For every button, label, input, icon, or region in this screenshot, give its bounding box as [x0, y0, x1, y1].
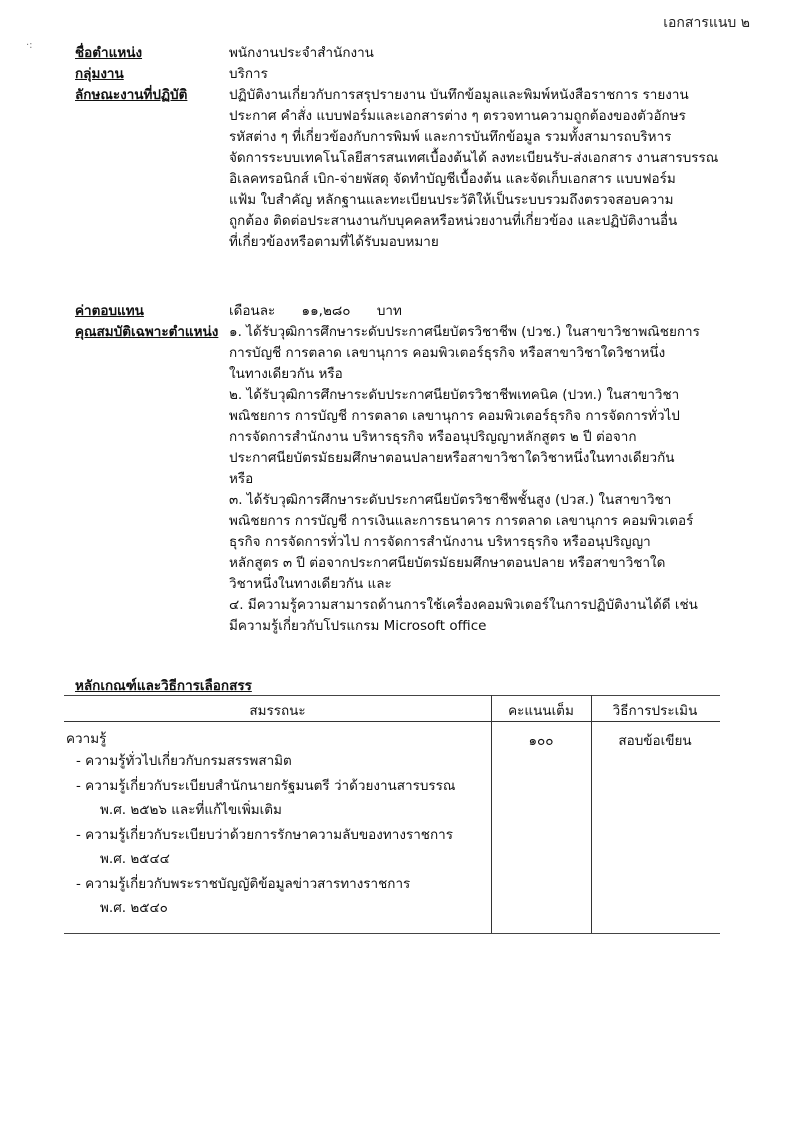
duties-line: รหัสต่าง ๆ ที่เกี่ยวข้องกับการพิมพ์ และการบันทึกข้อมูล รวมทั้งสามารถบริหาร [229, 129, 672, 145]
list-item [76, 823, 486, 872]
qual-line: ๒. ได้รับวุฒิการศึกษาระดับประกาศนียบัตรวิชาชีพเทคนิค (ปวท.) ในสาขาวิชา [229, 387, 680, 403]
qual-line: วิชาหนึ่งในทางเดียวกัน และ [229, 576, 392, 592]
knowledge-item-text: - ความรู้เกี่ยวกับระเบียบว่าด้วยการรักษาความลับของทางราชการ [76, 826, 453, 843]
qual-line: ในทางเดียวกัน หรือ [229, 366, 343, 382]
qual-line: มีความรู้เกี่ยวกับโปรแกรม Microsoft office [229, 618, 487, 634]
list-item [76, 872, 486, 921]
duties-text [227, 85, 755, 253]
qual-line: ธุรกิจ การจัดการทั่วไป การจัดการสำนักงาน บริหารธุรกิจ หรืออนุปริญญา [229, 534, 651, 550]
knowledge-item-text: - ความรู้เกี่ยวกับระเบียบสำนักนายกรัฐมนตรี ว่าด้วยงานสารบรรณ [76, 777, 456, 794]
qual-line: การจัดการสำนักงาน บริหารธุรกิจ หรืออนุปริญญาหลักสูตร ๒ ปี ต่อจาก [229, 429, 637, 445]
qual-line: พณิชยการ การบัญชี การตลาด เลขานุการ คอมพิวเตอร์ธุรกิจ การจัดการทั่วไป [229, 408, 680, 424]
qual-line: หลักสูตร ๓ ปี ต่อจากประกาศนียบัตรมัธยมศึกษาตอนปลาย หรือสาขาวิชาใด [229, 555, 666, 571]
duties-line: ถูกต้อง ติดต่อประสานงานกับบุคคลหรือหน่วยงานที่เกี่ยวข้อง และปฏิบัติงานอื่น [229, 213, 678, 229]
work-group-value: บริการ [229, 66, 268, 82]
knowledge-item-text: - ความรู้ทั่วไปเกี่ยวกับกรมสรรพสามิต [76, 753, 292, 769]
duties-label: ลักษณะงานที่ปฏิบัติ [75, 87, 188, 103]
knowledge-item-year: พ.ศ. ๒๕๔๐ [100, 900, 168, 916]
selection-criteria-title: หลักเกณฑ์และวิธีการเลือกสรร [75, 678, 252, 694]
duties-line: แฟ้ม ใบสำคัญ หลักฐานและทะเบียนประวัติให้เป็นระบบรวมถึงตรวจสอบความ [229, 192, 674, 208]
duties-line: ที่เกี่ยวข้องหรือตามที่ได้รับมอบหมาย [229, 234, 439, 250]
qual-line: หรือ [229, 471, 254, 487]
qualifications-text [227, 322, 755, 637]
list-item [76, 774, 486, 823]
header-competency: สมรรถนะ [249, 703, 306, 719]
qualifications-row [75, 322, 755, 637]
work-group-label: กลุ่มงาน [75, 66, 124, 82]
full-score-value: ๑๐๐ [528, 733, 554, 749]
header-assessment-method: วิธีการประเมิน [612, 703, 698, 719]
pay-unit: บาท [376, 303, 402, 319]
attachment-label: เอกสารแนบ ๒ [663, 15, 750, 31]
knowledge-item-year: พ.ศ. ๒๕๒๖ และที่แก้ไขเพิ่มเติม [100, 802, 282, 818]
duties-row [75, 85, 755, 253]
pay-amount: ๑๑,๒๘๐ [301, 303, 351, 319]
qual-line: การบัญชี การตลาด เลขานุการ คอมพิวเตอร์ธุรกิจ หรือสาขาวิชาใดวิชาหนึ่ง [229, 345, 666, 361]
duties-line: จัดการระบบเทคโนโลยีสารสนเทศเบื้องต้นได้ ลงทะเบียนรับ-ส่งเอกสาร งานสารบรรณ [229, 150, 719, 166]
table-top-border [64, 695, 720, 696]
table-header-divider [64, 721, 720, 722]
competency-name: ความรู้ [66, 731, 107, 747]
qual-line: ๔. มีความรู้ความสามารถด้านการใช้เครื่องคอมพิวเตอร์ในการปฏิบัติงานได้ดี เช่น [229, 597, 698, 613]
duties-line: ประกาศ คำสั่ง แบบฟอร์มและเอกสารต่าง ๆ ตรวจทานความถูกต้องของตัวอักษร [229, 108, 686, 124]
assessment-method-value: สอบข้อเขียน [618, 733, 692, 749]
knowledge-item-text: - ความรู้เกี่ยวกับพระราชบัญญัติข้อมูลข่าวสารทางราชการ [76, 875, 411, 892]
scan-speck: ·: [26, 40, 33, 51]
position-name-label: ชื่อตำแหน่ง [75, 45, 143, 61]
compensation-value [227, 301, 755, 322]
list-item [76, 749, 486, 774]
work-group-row [75, 64, 755, 85]
pay-prefix: เดือนละ [229, 303, 276, 319]
qual-line: ประกาศนียบัตรมัธยมศึกษาตอนปลายหรือสาขาวิชาใดวิชาหนึ่งในทางเดียวกัน [229, 450, 675, 466]
duties-line: ปฏิบัติงานเกี่ยวกับการสรุปรายงาน บันทึกข้อมูลและพิมพ์หนังสือราชการ รายงาน [229, 87, 689, 103]
knowledge-list [76, 749, 486, 921]
qual-line: ๓. ได้รับวุฒิการศึกษาระดับประกาศนียบัตรวิชาชีพชั้นสูง (ปวส.) ในสาขาวิชา [229, 492, 672, 508]
position-name-row [75, 43, 755, 64]
position-name-value: พนักงานประจำสำนักงาน [229, 45, 374, 61]
compensation-label: ค่าตอบแทน [75, 303, 144, 319]
header-full-score: คะแนนเต็ม [508, 703, 574, 719]
qual-line: พณิชยการ การบัญชี การเงินและการธนาคาร การตลาด เลขานุการ คอมพิวเตอร์ [229, 513, 694, 529]
compensation-row [75, 301, 755, 322]
qual-line: ๑. ได้รับวุฒิการศึกษาระดับประกาศนียบัตรวิชาชีพ (ปวช.) ในสาขาวิชาพณิชยการ [229, 324, 700, 340]
table-bottom-border [64, 933, 720, 934]
qualifications-label: คุณสมบัติเฉพาะตำแหน่ง [75, 324, 219, 340]
knowledge-item-year: พ.ศ. ๒๕๔๔ [100, 851, 170, 867]
duties-line: อิเลคทรอนิกส์ เบิก-จ่ายพัสดุ จัดทำบัญชีเบื้องต้น และจัดเก็บเอกสาร แบบฟอร์ม [229, 171, 676, 187]
